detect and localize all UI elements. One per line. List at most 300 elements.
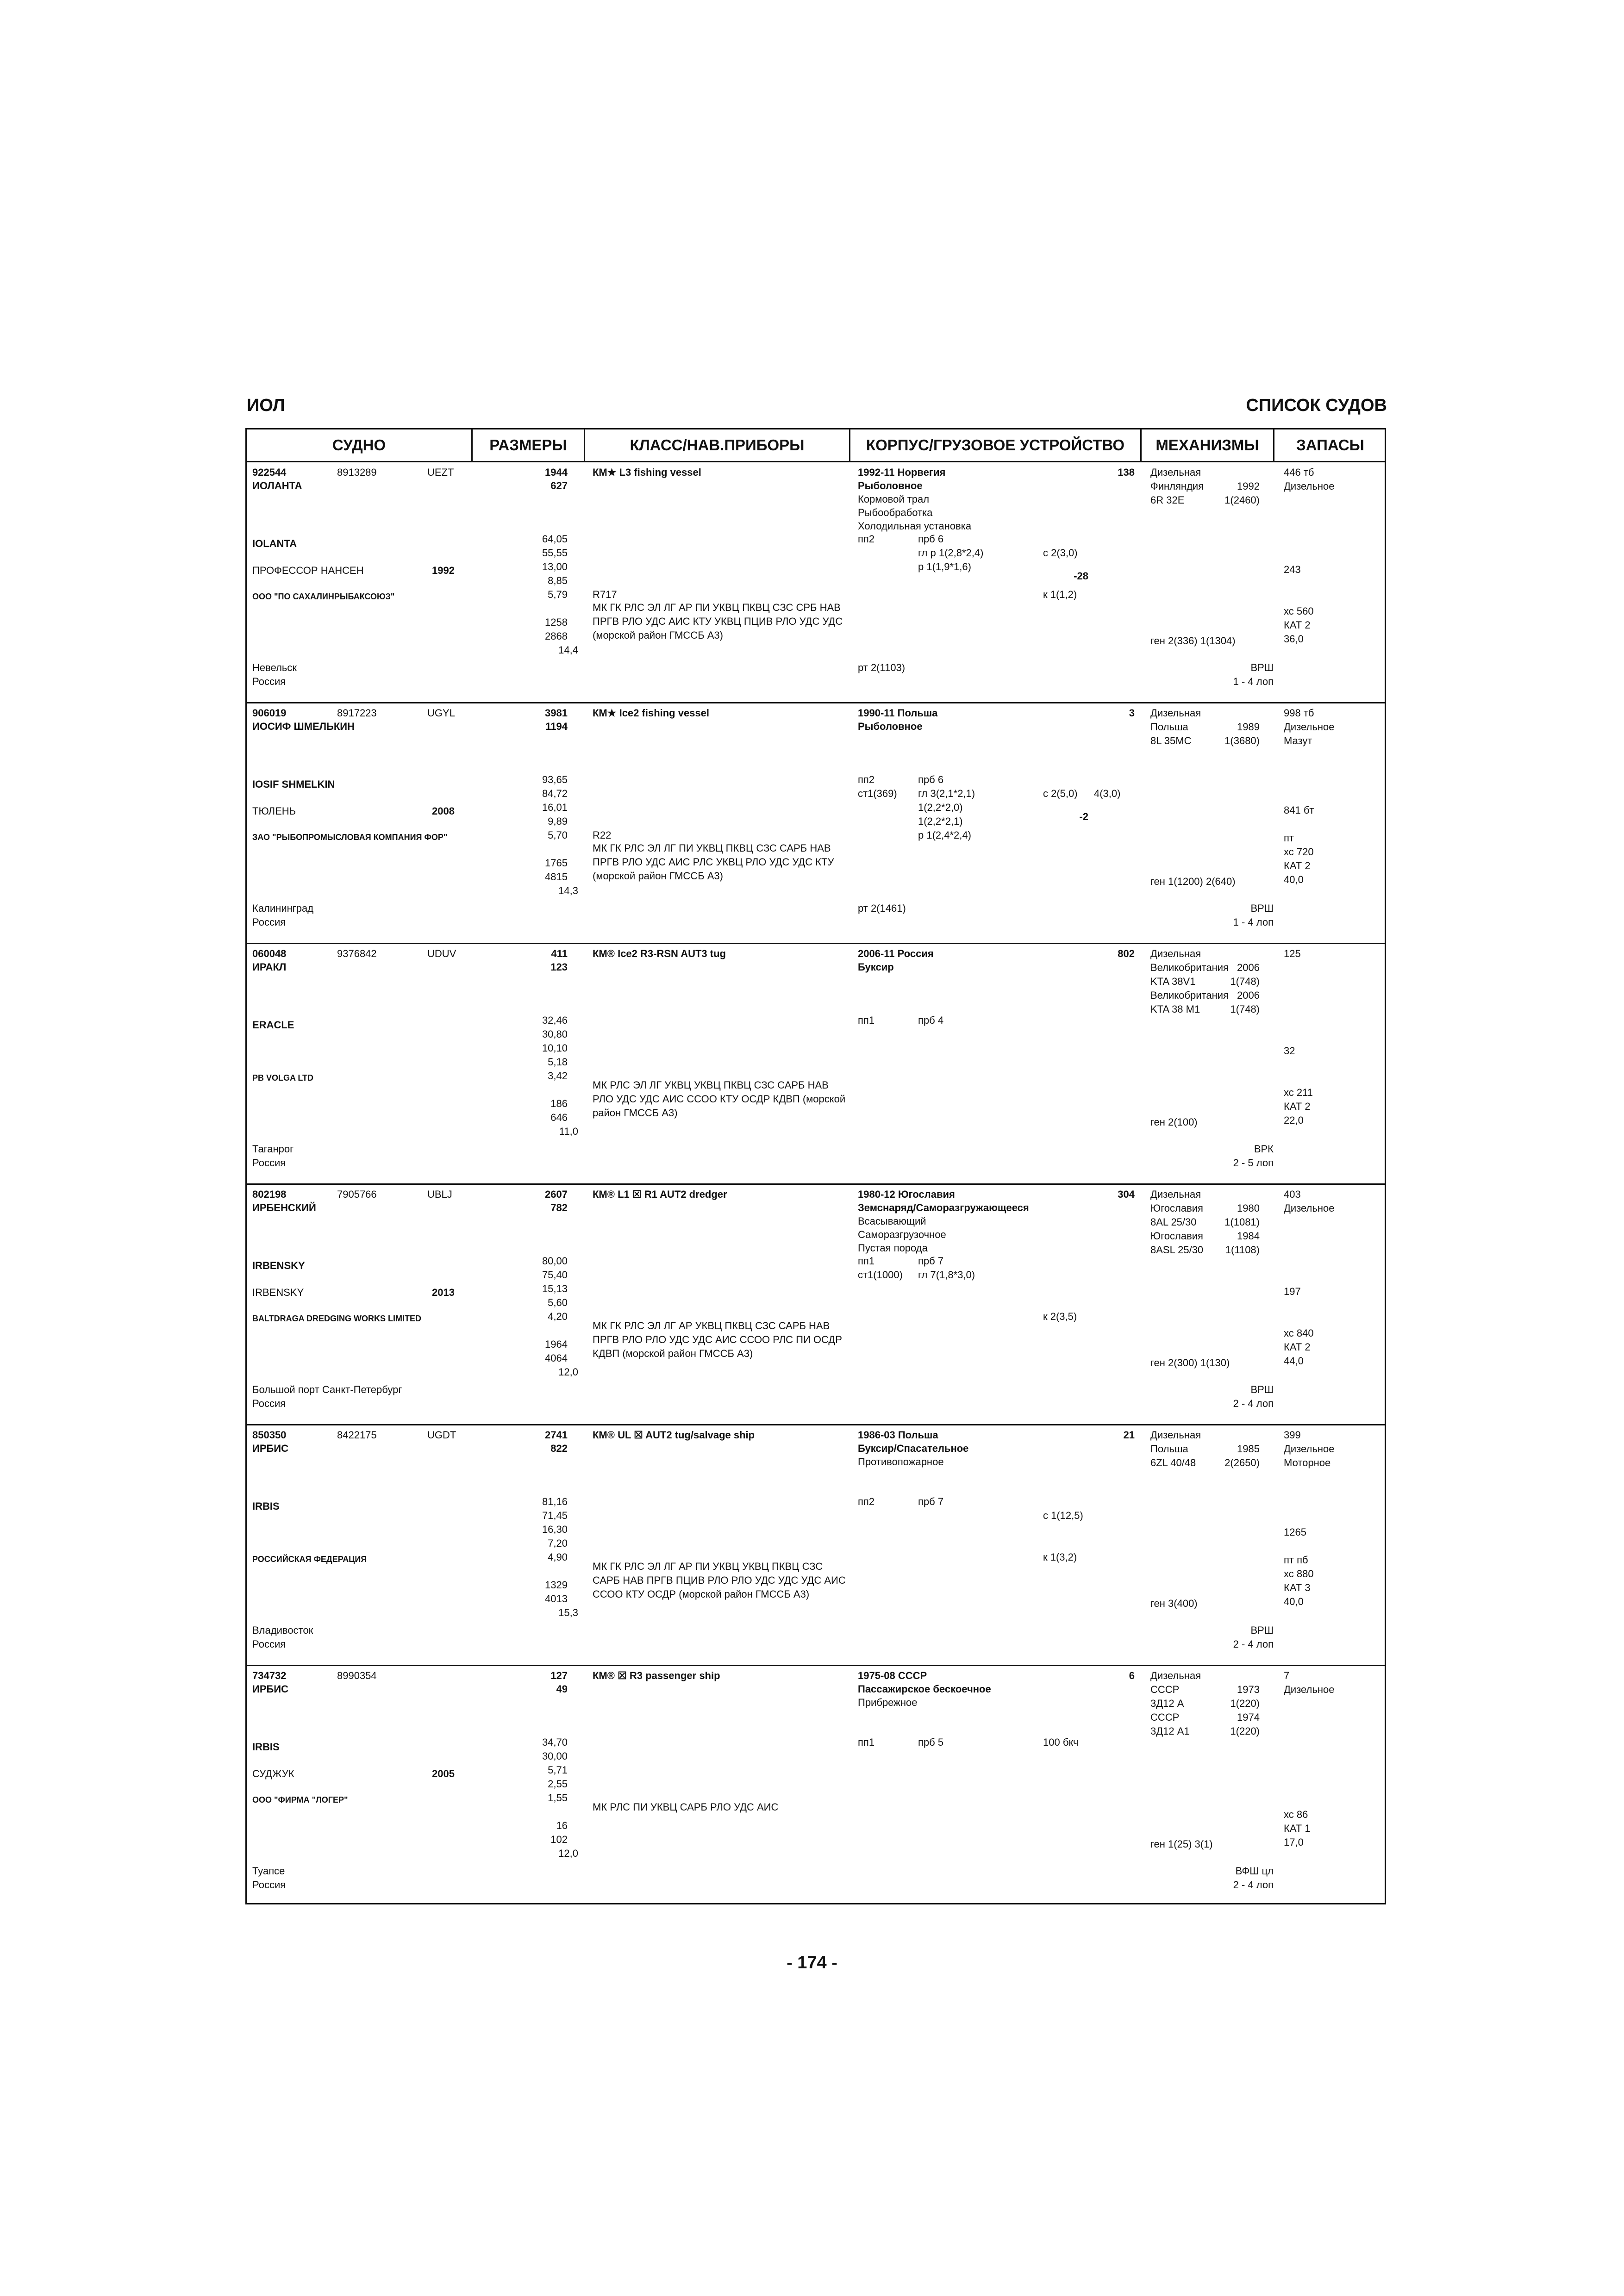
owner: ООО "ПО САХАЛИНРЫБАКСОЮЗ" <box>252 592 395 601</box>
ship-record <box>247 944 1385 1185</box>
engine-value: 1(220) <box>1230 1725 1260 1737</box>
dimension-value: 13,00 <box>542 561 568 572</box>
generator-info: ген 2(100) <box>1150 1116 1198 1128</box>
flag-country: Россия <box>252 1638 286 1650</box>
propeller-blades: 2 - 5 лоп <box>1233 1157 1274 1169</box>
supply-value: 7 <box>1284 1670 1290 1681</box>
ship-record <box>247 1425 1385 1666</box>
engine-value: 1(3680) <box>1224 735 1260 747</box>
supply-value: 197 <box>1284 1286 1301 1297</box>
dimension-value: 71,45 <box>542 1510 568 1521</box>
vessel-name: ИРБИС <box>252 1443 288 1454</box>
engine-info: Дизельная <box>1150 1429 1201 1441</box>
class-notation: КМ® UL ☒ AUT2 tug/salvage ship <box>593 1429 755 1441</box>
vessel-latin-name: IOLANTA <box>252 538 297 549</box>
deck-equipment: р 1(2,4*2,4) <box>918 829 971 841</box>
owner: РОССИЙСКАЯ ФЕДЕРАЦИЯ <box>252 1555 367 1564</box>
propeller-type: ВРШ <box>1250 1384 1274 1395</box>
propeller-type: ВРШ <box>1250 1624 1274 1636</box>
class-notation: КМ★ Ice2 fishing vessel <box>593 707 710 719</box>
reg-number: 906019 <box>252 707 287 719</box>
builder: СУДЖУК <box>252 1768 294 1780</box>
deck-equipment: 1(2,2*2,0) <box>918 802 963 813</box>
supply-value: 998 тб <box>1284 707 1314 719</box>
engine-info: 3Д12 А1 <box>1150 1725 1190 1737</box>
supply-value: 446 тб <box>1284 467 1314 478</box>
hull-info-line: 1975-08 СССР <box>858 1670 927 1681</box>
class-notation: КМ® Ice2 R3-RSN AUT3 tug <box>593 948 726 959</box>
engine-info: 8AL 25/30 <box>1150 1216 1197 1228</box>
deck-equipment: пп2 <box>858 1496 875 1507</box>
vessel-latin-name: IRBENSKY <box>252 1260 305 1271</box>
vessel-latin-name: ERACLE <box>252 1019 294 1031</box>
call-sign: UBLJ <box>427 1188 452 1200</box>
engine-info: Великобритания <box>1150 989 1229 1001</box>
deck-equipment: гл 7(1,8*3,0) <box>918 1269 975 1281</box>
engine-value: 1(220) <box>1230 1698 1260 1709</box>
net-tonnage: 627 <box>550 480 568 492</box>
builder: ТЮЛЕНЬ <box>252 805 296 817</box>
hull-info-line: Рыбообработка <box>858 507 933 518</box>
deck-equipment: 1(2,2*2,1) <box>918 815 963 827</box>
builder: ПРОФЕССОР НАНСЕН <box>252 565 364 576</box>
supply-value: 403 <box>1284 1188 1301 1200</box>
deck-equipment: прб 6 <box>918 533 944 545</box>
deck-equipment: прб 7 <box>918 1255 944 1267</box>
vessel-latin-name: IRBIS <box>252 1741 280 1753</box>
hull-info-line: 2006-11 Россия <box>858 948 934 959</box>
dimension-value: 30,80 <box>542 1028 568 1040</box>
reg-number: 802198 <box>252 1188 287 1200</box>
engine-info: Дизельная <box>1150 1670 1201 1681</box>
dimension-value: 15,13 <box>542 1283 568 1294</box>
nav-equipment: МК ГК РЛС ЭЛ ЛГ АР ПИ УКВЦ УКВЦ ПКВЦ СЗС САРБ НАВ ПРГВ ПЦИВ РЛО РЛО УДС УДС УДС АИС ССОО КТУ ОСДР (морской район ГМССБ А3) <box>593 1561 846 1600</box>
nav-equipment: МК РЛС ЭЛ ЛГ УКВЦ УКВЦ ПКВЦ СЗС САРБ НАВ РЛО УДС УДС АИС ССОО КТУ ОСДР КДВП (морской район ГМССБ А3) <box>593 1079 846 1119</box>
hull-info-line: Кормовой трал <box>858 493 930 505</box>
engine-info: 3Д12 А <box>1150 1698 1184 1709</box>
engine-info: Дизельная <box>1150 707 1201 719</box>
col-header-machinery: МЕХАНИЗМЫ <box>1156 436 1259 454</box>
supply-value: Мазут <box>1284 735 1312 747</box>
hull-info-line: Прибрежное <box>858 1697 918 1708</box>
ice-mark: -2 <box>1079 811 1088 822</box>
hull-info-line: Пустая порода <box>858 1242 928 1254</box>
dimension-value: 16,01 <box>542 802 568 813</box>
engine-value: 1980 <box>1237 1202 1260 1214</box>
imo-number: 8990354 <box>337 1670 377 1681</box>
engine-value: 1985 <box>1237 1443 1260 1455</box>
gross-tonnage: 411 <box>551 948 568 959</box>
dimension-value: 4815 <box>545 871 568 883</box>
hull-number: 6 <box>1129 1670 1135 1681</box>
engine-info: KTA 38V1 <box>1150 976 1196 987</box>
vessel-name: ИРБЕНСКИЙ <box>252 1202 316 1213</box>
propeller-blades: 1 - 4 лоп <box>1233 916 1274 928</box>
class-notation: КМ® ☒ R3 passenger ship <box>593 1670 720 1681</box>
ship-record <box>247 1185 1385 1425</box>
dimension-value: 1765 <box>545 857 568 869</box>
dimension-value: 1964 <box>545 1338 568 1350</box>
call-sign: UGYL <box>427 707 455 719</box>
supply-value: 36,0 <box>1284 633 1304 645</box>
supply-value: хс 720 <box>1284 846 1314 858</box>
supply-value: Дизельное <box>1284 1202 1335 1214</box>
engine-info: Финляндия <box>1150 480 1204 492</box>
build-year: 1992 <box>432 565 455 576</box>
engine-info: Югославия <box>1150 1202 1203 1214</box>
dimension-value: 10,10 <box>542 1042 568 1054</box>
hull-info-line: Рыболовное <box>858 721 923 732</box>
imo-number: 8913289 <box>337 467 377 478</box>
hull-info-line: 1992-11 Норвегия <box>858 467 946 478</box>
propeller-blades: 2 - 4 лоп <box>1233 1398 1274 1409</box>
dimension-value: 15,3 <box>558 1607 578 1618</box>
engine-value: 2(2650) <box>1224 1457 1260 1468</box>
deck-equipment: пп2 <box>858 774 875 785</box>
hull-info-line: Буксир/Спасательное <box>858 1443 969 1454</box>
rt-equipment: рт 2(1103) <box>858 662 906 673</box>
propeller-blades: 2 - 4 лоп <box>1233 1879 1274 1891</box>
page-header-right: СПИСОК СУДОВ <box>1246 396 1387 415</box>
dimension-value: 5,70 <box>548 829 568 841</box>
hull-number: 138 <box>1118 467 1135 478</box>
supply-value: Дизельное <box>1284 480 1335 492</box>
flag-country: Россия <box>252 1879 286 1891</box>
deck-equipment: 100 бкч <box>1043 1736 1079 1748</box>
deck-equipment: пп1 <box>858 1014 875 1026</box>
col-header-vessel: СУДНО <box>332 436 386 454</box>
rt-equipment: рт 2(1461) <box>858 902 906 914</box>
engine-info: СССР <box>1150 1684 1180 1695</box>
engine-value: 1984 <box>1237 1230 1260 1242</box>
class-code: R22 <box>593 829 612 841</box>
deck-equipment: ст1(369) <box>858 788 897 799</box>
deck-equipment: с 2(5,0) <box>1043 788 1078 799</box>
vessel-name: ИОЛАНТА <box>252 480 302 492</box>
dimension-value: 34,70 <box>542 1736 568 1748</box>
deck-equipment: р 1(1,9*1,6) <box>918 561 971 572</box>
dimension-value: 102 <box>550 1834 568 1845</box>
hull-info-line: Саморазгрузочное <box>858 1229 946 1240</box>
supply-value: 399 <box>1284 1429 1301 1441</box>
deck-equipment: 4(3,0) <box>1094 788 1121 799</box>
reg-number: 060048 <box>252 948 287 959</box>
gross-tonnage: 127 <box>550 1670 568 1681</box>
flag-country: Россия <box>252 1157 286 1169</box>
dimension-value: 646 <box>550 1112 568 1123</box>
ship-record <box>247 463 1385 703</box>
dimension-value: 5,60 <box>548 1297 568 1308</box>
reg-number: 922544 <box>252 467 287 478</box>
deck-equipment: с 2(3,0) <box>1043 547 1078 559</box>
net-tonnage: 782 <box>550 1202 568 1213</box>
hull-info-line: Земснаряд/Саморазгружающееся <box>858 1202 1029 1213</box>
nav-equipment: МК РЛС ПИ УКВЦ САРБ РЛО УДС АИС <box>593 1801 779 1813</box>
home-port: Владивосток <box>252 1624 313 1636</box>
dimension-value: 80,00 <box>542 1255 568 1267</box>
propeller-blades: 1 - 4 лоп <box>1233 676 1274 687</box>
supply-value: КАТ 2 <box>1284 1101 1311 1112</box>
engine-info: 8ASL 25/30 <box>1150 1244 1204 1256</box>
imo-number: 8422175 <box>337 1429 377 1441</box>
dimension-value: 12,0 <box>558 1848 578 1859</box>
engine-info: Великобритания <box>1150 962 1229 973</box>
hull-number: 802 <box>1118 948 1135 959</box>
build-year: 2005 <box>432 1768 455 1780</box>
supply-value: 243 <box>1284 564 1301 575</box>
dimension-value: 14,4 <box>558 644 578 656</box>
dimension-value: 11,0 <box>559 1126 578 1137</box>
supply-value: 125 <box>1284 948 1301 959</box>
engine-value: 1(748) <box>1230 976 1260 987</box>
engine-value: 1(1081) <box>1224 1216 1260 1228</box>
home-port: Большой порт Санкт-Петербург <box>252 1384 402 1395</box>
deck-equipment: прб 7 <box>918 1496 944 1507</box>
engine-info: 6R 32E <box>1150 494 1185 506</box>
deck-equipment: к 2(3,5) <box>1043 1311 1077 1322</box>
gross-tonnage: 1944 <box>545 467 568 478</box>
dimension-value: 5,71 <box>548 1764 568 1776</box>
supply-value: 1265 <box>1284 1526 1306 1538</box>
owner: BALTDRAGA DREDGING WORKS LIMITED <box>252 1314 421 1323</box>
supply-value: Дизельное <box>1284 721 1335 733</box>
supply-value: хс 840 <box>1284 1327 1314 1339</box>
dimension-value: 3,42 <box>548 1070 568 1082</box>
net-tonnage: 49 <box>556 1683 568 1695</box>
hull-number: 21 <box>1123 1429 1135 1441</box>
reg-number: 850350 <box>252 1429 287 1441</box>
dimension-value: 4064 <box>545 1352 568 1364</box>
dimension-value: 9,89 <box>548 815 568 827</box>
home-port: Туапсе <box>252 1865 285 1877</box>
deck-equipment: с 1(12,5) <box>1043 1510 1083 1521</box>
engine-info: Дизельная <box>1150 1188 1201 1200</box>
engine-info: Польша <box>1150 721 1188 733</box>
build-year: 2013 <box>432 1287 455 1298</box>
call-sign: UGDT <box>427 1429 456 1441</box>
col-header-dimensions: РАЗМЕРЫ <box>489 436 567 454</box>
engine-value: 1(748) <box>1230 1003 1260 1015</box>
engine-info: Польша <box>1150 1443 1188 1455</box>
net-tonnage: 822 <box>550 1443 568 1454</box>
hull-number: 304 <box>1118 1188 1135 1200</box>
col-header-class: КЛАСС/НАВ.ПРИБОРЫ <box>630 436 805 454</box>
engine-info: СССР <box>1150 1711 1180 1723</box>
engine-value: 1(2460) <box>1224 494 1260 506</box>
dimension-value: 1258 <box>545 616 568 628</box>
supply-value: 44,0 <box>1284 1355 1304 1367</box>
dimension-value: 5,18 <box>548 1056 568 1068</box>
deck-equipment: ст1(1000) <box>858 1269 903 1281</box>
supply-value: 40,0 <box>1284 1596 1304 1607</box>
dimension-value: 12,0 <box>558 1366 578 1378</box>
dimension-value: 81,16 <box>542 1496 568 1507</box>
call-sign: UDUV <box>427 948 456 959</box>
supply-value: Дизельное <box>1284 1443 1335 1455</box>
generator-info: ген 2(336) 1(1304) <box>1150 635 1236 647</box>
reg-number: 734732 <box>252 1670 287 1681</box>
engine-info: Дизельная <box>1150 948 1201 959</box>
dimension-value: 30,00 <box>542 1750 568 1762</box>
dimension-value: 5,79 <box>548 589 568 600</box>
hull-info-line: Всасывающий <box>858 1215 926 1227</box>
deck-equipment: к 1(3,2) <box>1043 1551 1077 1563</box>
deck-equipment: прб 6 <box>918 774 944 785</box>
owner: ЗАО "РЫБОПРОМЫСЛОВАЯ КОМПАНИЯ ФОР" <box>252 833 448 842</box>
dimension-value: 84,72 <box>542 788 568 799</box>
supply-value: 22,0 <box>1284 1114 1304 1126</box>
supply-value: 32 <box>1284 1045 1295 1057</box>
dimension-value: 32,46 <box>542 1014 568 1026</box>
class-code: R717 <box>593 589 617 600</box>
nav-equipment: МК ГК РЛС ЭЛ ЛГ АР ПИ УКВЦ ПКВЦ СЗС СРБ НАВ ПРГВ РЛО УДС АИС КТУ УКВЦ ПЦИВ РЛО УДС УДС (морской район ГМССБ А3) <box>593 602 843 641</box>
hull-info-line: 1980-12 Югославия <box>858 1188 955 1200</box>
supply-value: КАТ 2 <box>1284 860 1311 871</box>
dimension-value: 4,20 <box>548 1311 568 1322</box>
hull-info-line: Противопожарное <box>858 1456 944 1468</box>
supply-value: пт пб <box>1284 1554 1308 1566</box>
vessel-latin-name: IOSIF SHMELKIN <box>252 778 335 790</box>
gross-tonnage: 3981 <box>545 707 568 719</box>
flag-country: Россия <box>252 916 286 928</box>
ice-mark: -28 <box>1074 570 1088 582</box>
nav-equipment: МК ГК РЛС ЭЛ ЛГ АР УКВЦ ПКВЦ СЗС САРБ НАВ ПРГВ РЛО РЛО УДС УДС АИС ССОО РЛС ПИ ОСДР КДВП (морской район ГМССБ А3) <box>593 1320 842 1359</box>
supply-value: КАТ 3 <box>1284 1582 1311 1593</box>
col-header-hull: КОРПУС/ГРУЗОВОЕ УСТРОЙСТВО <box>866 436 1125 454</box>
dimension-value: 75,40 <box>542 1269 568 1281</box>
propeller-type: ВРШ <box>1250 902 1274 914</box>
supply-value: КАТ 2 <box>1284 1341 1311 1353</box>
dimension-value: 93,65 <box>542 774 568 785</box>
ship-list-table <box>245 428 1386 1904</box>
col-header-supplies: ЗАПАСЫ <box>1296 436 1364 454</box>
hull-info-line: Рыболовное <box>858 480 923 492</box>
call-sign: UEZT <box>427 467 454 478</box>
net-tonnage: 123 <box>550 961 568 973</box>
ship-record <box>247 1666 1385 1907</box>
supply-value: хс 211 <box>1284 1087 1313 1098</box>
deck-equipment: гл 3(2,1*2,1) <box>918 788 975 799</box>
engine-value: 1973 <box>1237 1684 1260 1695</box>
hull-number: 3 <box>1129 707 1135 719</box>
dimension-value: 4,90 <box>548 1551 568 1563</box>
imo-number: 7905766 <box>337 1188 377 1200</box>
engine-value: 1992 <box>1237 480 1260 492</box>
supply-value: пт <box>1284 832 1294 844</box>
page-number: - 174 - <box>787 1953 837 1972</box>
dimension-value: 8,85 <box>548 575 568 586</box>
supply-value: хс 880 <box>1284 1568 1314 1580</box>
supply-value: КАТ 2 <box>1284 619 1311 631</box>
engine-info: 8L 35MC <box>1150 735 1192 747</box>
dimension-value: 186 <box>550 1098 568 1109</box>
page-header-left: ИОЛ <box>247 396 285 415</box>
owner: PB VOLGA LTD <box>252 1073 313 1083</box>
flag-country: Россия <box>252 676 286 687</box>
engine-info: 6ZL 40/48 <box>1150 1457 1196 1468</box>
engine-info: KTA 38 M1 <box>1150 1003 1200 1015</box>
dimension-value: 16,30 <box>542 1524 568 1535</box>
dimension-value: 2868 <box>545 630 568 642</box>
generator-info: ген 1(25) 3(1) <box>1150 1838 1213 1850</box>
home-port: Таганрог <box>252 1143 294 1155</box>
dimension-value: 14,3 <box>558 885 578 896</box>
hull-info-line: 1986-03 Польша <box>858 1429 938 1441</box>
deck-equipment: пп1 <box>858 1255 875 1267</box>
engine-value: 1989 <box>1237 721 1260 733</box>
vessel-name: ИРБИС <box>252 1683 288 1695</box>
hull-info-line: Буксир <box>858 961 894 973</box>
imo-number: 9376842 <box>337 948 377 959</box>
dimension-value: 16 <box>556 1820 568 1831</box>
vessel-name: ИОСИФ ШМЕЛЬКИН <box>252 721 355 732</box>
home-port: Невельск <box>252 662 297 673</box>
hull-info-line: Холодильная установка <box>858 520 972 532</box>
generator-info: ген 3(400) <box>1150 1598 1198 1609</box>
deck-equipment: пп2 <box>858 533 875 545</box>
class-notation: КМ® L1 ☒ R1 AUT2 dredger <box>593 1188 727 1200</box>
engine-info: Дизельная <box>1150 467 1201 478</box>
deck-equipment: прб 4 <box>918 1014 944 1026</box>
supply-value: 40,0 <box>1284 874 1304 885</box>
supply-value: КАТ 1 <box>1284 1823 1311 1834</box>
vessel-name: ИРАКЛ <box>252 961 287 973</box>
propeller-type: ВРШ <box>1250 662 1274 673</box>
ship-record <box>247 703 1385 944</box>
engine-value: 1974 <box>1237 1711 1260 1723</box>
supply-value: хс 560 <box>1284 605 1314 617</box>
gross-tonnage: 2607 <box>545 1188 568 1200</box>
propeller-type: ВРК <box>1254 1143 1274 1155</box>
deck-equipment: гл р 1(2,8*2,4) <box>918 547 984 559</box>
imo-number: 8917223 <box>337 707 377 719</box>
dimension-value: 1329 <box>545 1579 568 1591</box>
net-tonnage: 1194 <box>545 721 568 732</box>
dimension-value: 4013 <box>545 1593 568 1605</box>
home-port: Калининград <box>252 902 314 914</box>
flag-country: Россия <box>252 1398 286 1409</box>
deck-equipment: прб 5 <box>918 1736 944 1748</box>
engine-value: 2006 <box>1237 962 1260 973</box>
class-notation: КМ★ L3 fishing vessel <box>593 467 701 478</box>
dimension-value: 7,20 <box>548 1537 568 1549</box>
dimension-value: 55,55 <box>542 547 568 559</box>
gross-tonnage: 2741 <box>545 1429 568 1441</box>
owner: ООО "ФИРМА "ЛОГЕР" <box>252 1795 348 1804</box>
dimension-value: 64,05 <box>542 533 568 545</box>
dimension-value: 2,55 <box>548 1778 568 1790</box>
supply-value: Моторное <box>1284 1457 1331 1468</box>
hull-info-line: 1990-11 Польша <box>858 707 938 719</box>
nav-equipment: МК ГК РЛС ЭЛ ЛГ ПИ УКВЦ ПКВЦ СЗС САРБ НАВ ПРГВ РЛО УДС АИС РЛС УКВЦ РЛО УДС УДС КТУ (морской район ГМССБ А3) <box>593 842 834 882</box>
generator-info: ген 1(1200) 2(640) <box>1150 876 1236 887</box>
engine-info: Югославия <box>1150 1230 1203 1242</box>
generator-info: ген 2(300) 1(130) <box>1150 1357 1230 1369</box>
dimension-value: 1,55 <box>548 1792 568 1804</box>
hull-info-line: Пассажирское бескоечное <box>858 1683 991 1695</box>
propeller-blades: 2 - 4 лоп <box>1233 1638 1274 1650</box>
supply-value: 17,0 <box>1284 1836 1304 1848</box>
supply-value: Дизельное <box>1284 1684 1335 1695</box>
deck-equipment: пп1 <box>858 1736 875 1748</box>
supply-value: хс 86 <box>1284 1809 1308 1820</box>
build-year: 2008 <box>432 805 455 817</box>
propeller-type: ВФШ цл <box>1235 1865 1274 1877</box>
engine-value: 2006 <box>1237 989 1260 1001</box>
deck-equipment: к 1(1,2) <box>1043 589 1077 600</box>
vessel-latin-name: IRBIS <box>252 1500 280 1512</box>
builder: IRBENSKY <box>252 1287 304 1298</box>
